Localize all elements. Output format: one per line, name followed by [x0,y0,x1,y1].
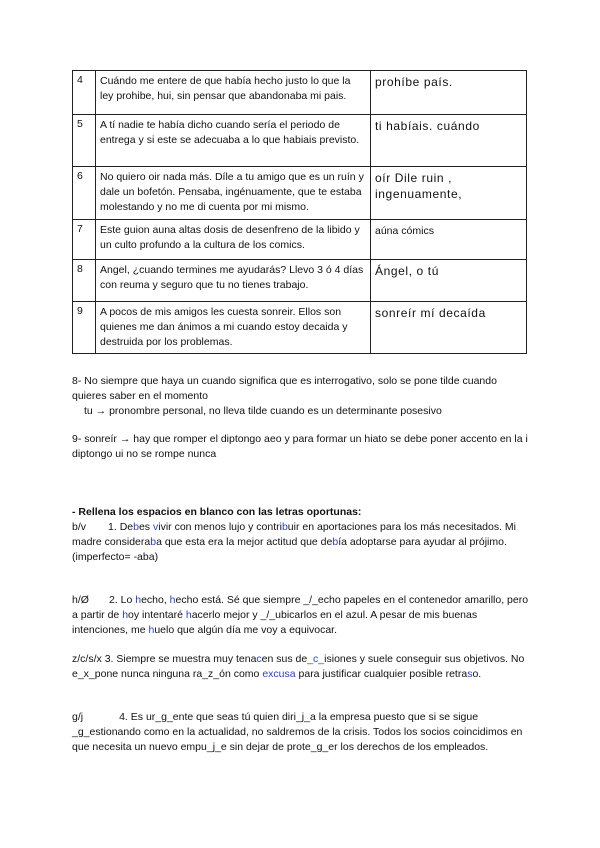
filled-letter: b [332,536,339,548]
exercise-zcsx-text [72,653,524,680]
text-run: echo, [141,594,170,606]
row-answer: Ángel, o tú [371,260,527,302]
row-answer: sonreír mí decaída [371,302,527,354]
filled-letter: h [122,609,129,621]
row-sentence: Cuándo me entere de que había hecho justo lo que la ley prohibe, hui, sin pensar que abandonaba mi pais. [96,71,371,115]
label-gj: g/j [72,711,84,723]
table-row [73,115,527,167]
text-run: ía adoptarse para ayudar al prójimo. [338,536,507,548]
row-number: 7 [73,220,96,260]
filled-letter: excusa [262,668,296,680]
text-run: uir en aportaciones para los más necesitados. Mi madre considera [72,521,516,548]
row-sentence: No quiero oir nada más. Díle a tu amigo que es un ruín y dale un bofetón. Pensaba, ingénuamente, que te estaba molestando y no me di cuenta por mi mismo. [96,167,371,220]
filled-letter: h [169,594,176,606]
exercise-h [72,593,532,638]
row-answer: ti habíais. cuándo [371,115,527,167]
label-zcsx: z/c/s/x [72,653,102,665]
label-h: h/Ø [72,594,89,606]
filled-letter: h [185,609,192,621]
text-run: 2. Lo [108,594,136,606]
row-sentence: Angel, ¿cuando termines me ayudarás? Llevo 3 ó 4 días con reuma y seguro que tu no tienes trabajo. [96,260,371,302]
row-sentence: Este guion auna altas dosis de desenfreno de la libido y un culto profundo a la cultura de los comics. [96,220,371,260]
text-run: en sus de [261,653,308,665]
exercise-zcsx [72,652,532,682]
filled-letter: v [152,521,159,533]
exercise-bv-note: (imperfecto= -aba) [72,551,159,563]
exercise-heading: - Rellena los espacios en blanco con las letras oportunas: [72,506,362,518]
filled-letter: _c_ [307,653,325,665]
text-run: es [138,521,153,533]
text-run: ivir con menos lujo y contri [158,521,282,533]
table-row [73,220,527,260]
text-run: uelo que algún día me voy a equivocar. [154,624,338,636]
row-number: 6 [73,167,96,220]
row-number: 5 [73,115,96,167]
row-answer: prohíbe país. [371,71,527,115]
accent-exercise-table [72,70,527,354]
label-bv: b/v [72,521,87,533]
filled-letter: h [148,624,155,636]
row-sentence: A tí nadie te había dicho cuando sería el periodo de entrega y si este se adecuaba a lo que habiais previsto. [96,115,371,167]
filled-letter: c [256,653,262,665]
filled-letter: s [467,668,473,680]
table-row [73,167,527,220]
text-run: oy intentaré [128,609,186,621]
text-run: 1. De [108,521,134,533]
note-9 [72,432,532,462]
text-run: 4. Es ur_g_ente que seas tú quien diri_j_a la empresa puesto que si se sigue _g_estionando como en la actualidad, no saldremos de la crisis. Todos los socios coincidimos en que necesita un nuevo empu_j_e sin dejar de prote_g_er los derechos de los empleados. [72,711,523,753]
text-run: echo está. Sé que siempre _/_echo papeles en el contenedor amarillo, pero a partir de [72,594,529,621]
row-answer: oír Dile ruin , ingenuamente, [371,167,527,220]
row-number: 8 [73,260,96,302]
text-run: 3. Siempre se muestra muy tena [104,653,257,665]
exercise-bv [72,520,532,565]
text-run: o. [472,668,482,680]
table-row [73,260,527,302]
exercise-gj-text [72,711,522,753]
text-run: acerlo mejor y _/_ubicarlos en el azul. A pesar de mis buenas intenciones, me [72,609,478,636]
note-9-line-1: 9- sonreír → hay que romper el diptongo aeo y para formar un hiato se debe poner accento en la i [72,433,528,445]
row-number: 4 [73,71,96,115]
filled-letter: b [150,536,157,548]
exercise-gj [72,710,532,755]
note-8-line-1: 8- No siempre que haya un cuando significa que es interrogativo, solo se pone tilde cuando quieres saber en el momento [72,375,497,402]
row-sentence: A pocos de mis amigos les cuesta sonreir. Ellos son quienes me dan ánimos a mi cuando estoy decaida y destruida por los problemas. [96,302,371,354]
filled-letter: b [281,521,288,533]
filled-letter: b [133,521,139,533]
text-run: para justificar cualquier posible retra [295,668,468,680]
table-row [73,302,527,354]
text-run: a que esta era la mejor actitud que de [156,536,333,548]
table-row [73,71,527,115]
row-answer: aúna cómics [371,220,527,260]
note-8 [72,374,532,419]
filled-letter: h [135,594,142,606]
note-8-line-2: tu → pronombre personal, no lleva tilde cuando es un determinante posesivo [84,405,442,417]
text-run: isiones y suele conseguir sus objetivos. No e_x_pone nunca ninguna ra_z_ón como [72,653,525,680]
exercise-bv-text [72,521,516,548]
row-number: 9 [73,302,96,354]
exercise-h-text [72,594,528,636]
note-9-line-2: diptongo ui no se rompe nunca [72,448,217,460]
